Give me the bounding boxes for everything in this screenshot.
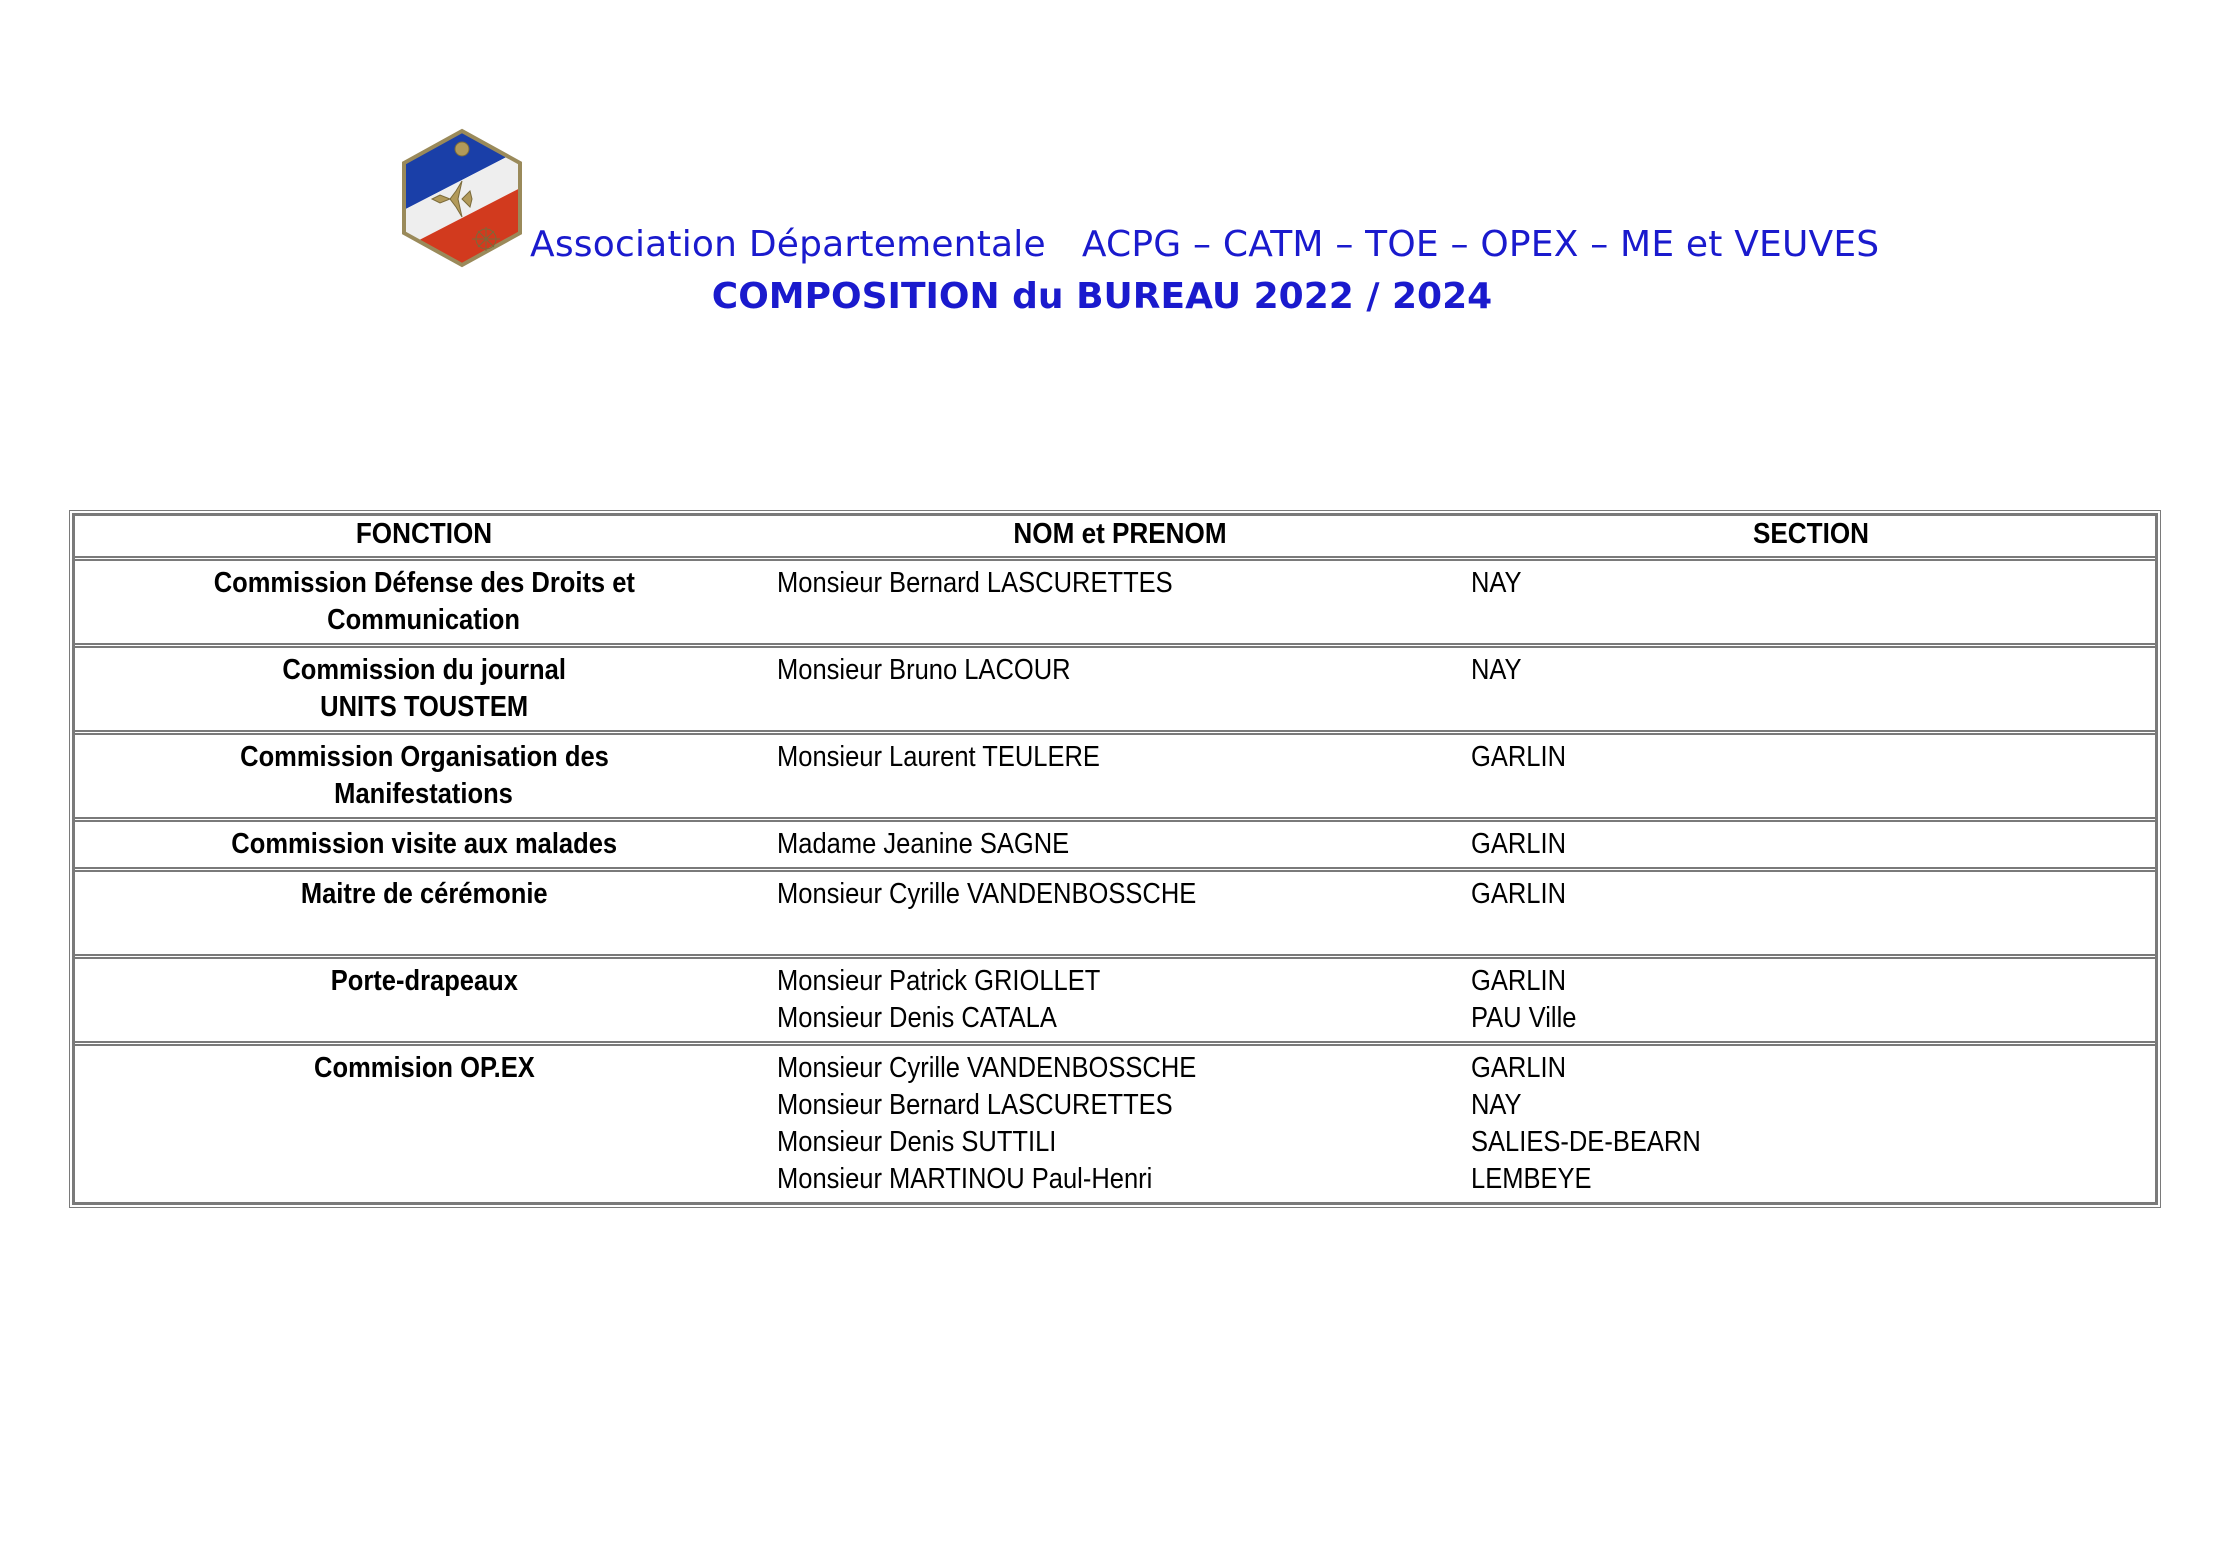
nom-cell	[773, 954, 1467, 1041]
table-body	[75, 556, 2155, 1202]
fonction-cell	[75, 954, 773, 1041]
fonction-cell-text: Commission visite aux malades	[231, 828, 617, 860]
nom-cell-line	[777, 1087, 1467, 1124]
section-cell	[1467, 1041, 2155, 1202]
fonction-cell-text: Communication	[327, 604, 521, 636]
fonction-cell-text: Commission Défense des Droits et	[213, 567, 635, 599]
nom-cell-line	[777, 913, 1467, 950]
association-name: Association Départementale	[530, 224, 1046, 265]
fonction-cell-line	[75, 1124, 773, 1161]
nom-cell-line	[777, 1124, 1467, 1161]
page-title-text: COMPOSITION du BUREAU 2022 / 2024	[711, 276, 1493, 317]
nom-cell-text: Monsieur Denis CATALA	[777, 1002, 1057, 1034]
association-header	[530, 224, 1879, 265]
section-cell-text: GARLIN	[1471, 878, 1567, 910]
section-cell-text: GARLIN	[1471, 965, 1567, 997]
nom-cell-text: Monsieur Bernard LASCURETTES	[777, 567, 1173, 599]
table-header-row	[75, 516, 2155, 556]
nom-cell-text: Monsieur Bernard LASCURETTES	[777, 1089, 1173, 1121]
table-row	[75, 643, 2155, 730]
section-cell-line	[1471, 876, 2155, 913]
table-row	[75, 1041, 2155, 1202]
section-cell-line	[1471, 913, 2155, 950]
section-cell-line	[1471, 1050, 2155, 1087]
nom-cell-text: Monsieur MARTINOU Paul-Henri	[777, 1163, 1153, 1195]
nom-cell-text: Monsieur Bruno LACOUR	[777, 654, 1071, 686]
fonction-cell-line	[75, 689, 773, 726]
fonction-cell	[75, 730, 773, 817]
table-row	[75, 954, 2155, 1041]
nom-cell-line	[777, 689, 1467, 726]
fonction-cell	[75, 1041, 773, 1202]
section-cell-line	[1471, 602, 2155, 639]
fonction-cell-line	[75, 913, 773, 950]
header-fonction: FONCTION	[355, 518, 493, 550]
nom-cell	[773, 643, 1467, 730]
nom-cell-line	[777, 739, 1467, 776]
nom-cell-text: Monsieur Cyrille VANDENBOSSCHE	[777, 1052, 1197, 1084]
fonction-cell-line	[75, 1087, 773, 1124]
section-cell-text: GARLIN	[1471, 741, 1567, 773]
fonction-cell-text: Manifestations	[334, 778, 514, 810]
fonction-cell-line	[75, 1161, 773, 1198]
section-cell-text: GARLIN	[1471, 828, 1567, 860]
nom-cell	[773, 867, 1467, 954]
section-cell-line	[1471, 826, 2155, 863]
header-nom: NOM et PRENOM	[1013, 518, 1227, 550]
section-cell-line	[1471, 565, 2155, 602]
section-cell	[1467, 817, 2155, 867]
fonction-cell-line	[75, 739, 773, 776]
bureau-table	[72, 513, 2158, 1205]
nom-cell	[773, 730, 1467, 817]
nom-cell-line	[777, 1161, 1467, 1198]
nom-cell-line	[777, 1000, 1467, 1037]
nom-cell-line	[777, 565, 1467, 602]
section-cell-text: SALIES-DE-BEARN	[1471, 1126, 1701, 1158]
section-cell-line	[1471, 963, 2155, 1000]
fonction-cell	[75, 867, 773, 954]
fonction-cell-text: Commision OP.EX	[313, 1052, 535, 1084]
association-emblem-icon	[398, 127, 526, 269]
nom-cell-line	[777, 1050, 1467, 1087]
table-row	[75, 817, 2155, 867]
fonction-cell	[75, 817, 773, 867]
fonction-cell-text: Commission Organisation des	[239, 741, 609, 773]
nom-cell-text: Monsieur Denis SUTTILI	[777, 1126, 1057, 1158]
nom-cell-text: Madame Jeanine SAGNE	[777, 828, 1070, 860]
nom-cell	[773, 1041, 1467, 1202]
section-cell	[1467, 643, 2155, 730]
section-cell	[1467, 730, 2155, 817]
nom-cell-line	[777, 652, 1467, 689]
section-cell-text: LEMBEYE	[1471, 1163, 1592, 1195]
nom-cell-text: Monsieur Cyrille VANDENBOSSCHE	[777, 878, 1197, 910]
table-row	[75, 867, 2155, 954]
fonction-cell-line	[75, 602, 773, 639]
nom-cell-line	[777, 963, 1467, 1000]
fonction-cell-line	[75, 963, 773, 1000]
section-cell-text: NAY	[1471, 567, 1522, 599]
bureau-table-wrap	[72, 513, 2152, 1205]
fonction-cell-text: Porte-drapeaux	[330, 965, 518, 997]
fonction-cell-line	[75, 776, 773, 813]
fonction-cell-line	[75, 826, 773, 863]
page-title	[0, 276, 2216, 317]
section-cell-line	[1471, 652, 2155, 689]
section-cell-text: PAU Ville	[1471, 1002, 1577, 1034]
fonction-cell	[75, 556, 773, 643]
nom-cell-line	[777, 826, 1467, 863]
nom-cell	[773, 556, 1467, 643]
table-row	[75, 556, 2155, 643]
section-cell	[1467, 867, 2155, 954]
association-groups: ACPG – CATM – TOE – OPEX – ME et VEUVES	[1081, 224, 1880, 265]
fonction-cell-line	[75, 652, 773, 689]
table-row	[75, 730, 2155, 817]
fonction-cell	[75, 643, 773, 730]
fonction-cell-line	[75, 565, 773, 602]
section-cell-text: GARLIN	[1471, 1052, 1567, 1084]
nom-cell-text: Monsieur Laurent TEULERE	[777, 741, 1100, 773]
fonction-cell-line	[75, 1050, 773, 1087]
fonction-cell-text: Maitre de cérémonie	[300, 878, 548, 910]
section-cell-line	[1471, 1000, 2155, 1037]
fonction-cell-line	[75, 1000, 773, 1037]
nom-cell-line	[777, 876, 1467, 913]
nom-cell-line	[777, 776, 1467, 813]
section-cell	[1467, 954, 2155, 1041]
section-cell-line	[1471, 689, 2155, 726]
nom-cell	[773, 817, 1467, 867]
fonction-cell-text: Commission du journal	[282, 654, 566, 686]
section-cell-line	[1471, 739, 2155, 776]
section-cell-text: NAY	[1471, 1089, 1522, 1121]
section-cell	[1467, 556, 2155, 643]
section-cell-line	[1471, 1161, 2155, 1198]
fonction-cell-line	[75, 876, 773, 913]
nom-cell-text: Monsieur Patrick GRIOLLET	[777, 965, 1101, 997]
header-section: SECTION	[1752, 518, 1870, 550]
nom-cell-line	[777, 602, 1467, 639]
section-cell-line	[1471, 1087, 2155, 1124]
section-cell-line	[1471, 776, 2155, 813]
section-cell-text: NAY	[1471, 654, 1522, 686]
fonction-cell-text: UNITS TOUSTEM	[320, 691, 528, 723]
section-cell-line	[1471, 1124, 2155, 1161]
